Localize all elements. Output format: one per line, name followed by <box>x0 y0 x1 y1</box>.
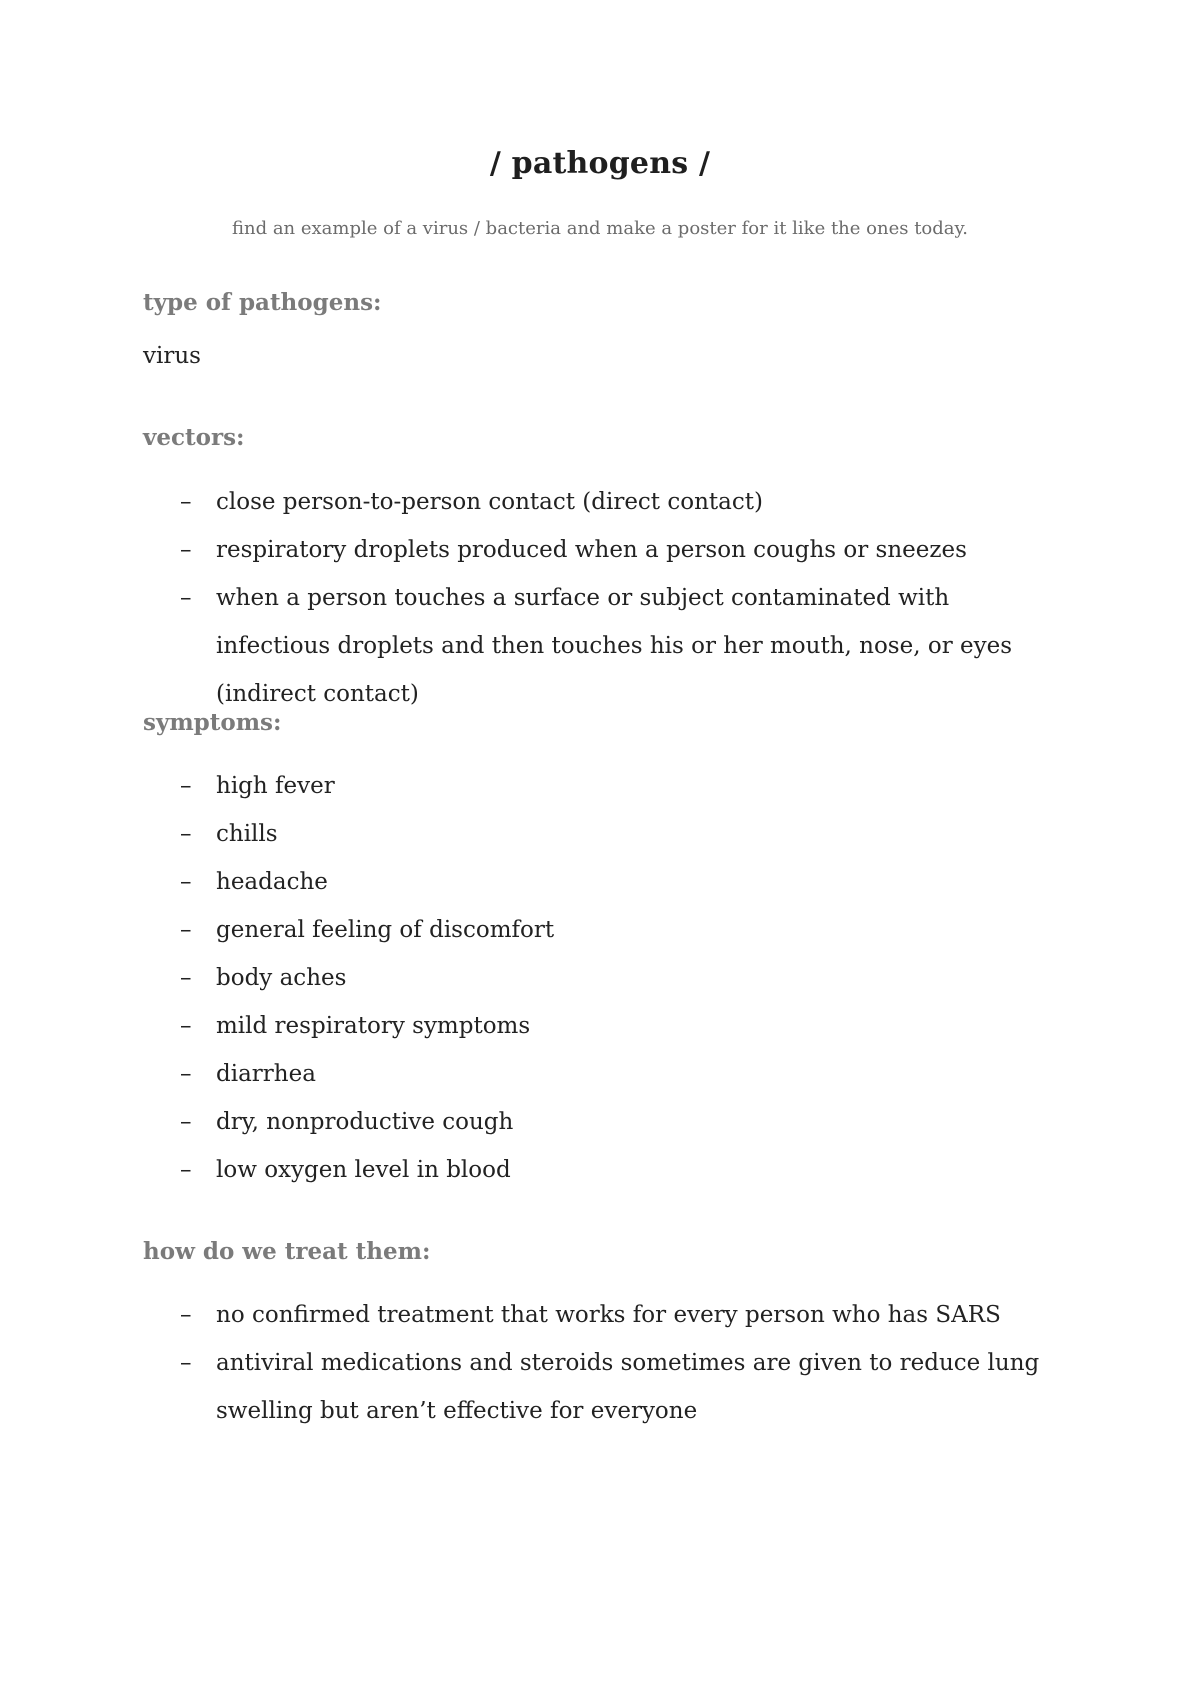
section-heading-type: type of pathogens: <box>143 289 382 316</box>
dash-bullet: – <box>180 1350 192 1376</box>
document-title: / pathogens / <box>489 146 711 181</box>
list-item <box>180 1291 1060 1339</box>
list-item-text: high fever <box>216 773 335 799</box>
section-heading-vectors: vectors: <box>143 424 245 451</box>
list-item-text: when a person touches a surface or subject contaminated with infectious droplets and then touches his or her mouth, nose, or eyes (indirect contact) <box>216 585 1013 707</box>
list-item-text: close person-to-person contact (direct contact) <box>216 489 763 515</box>
list-item-text: diarrhea <box>216 1061 316 1087</box>
list-item <box>180 906 1060 954</box>
list-item <box>180 1050 1060 1098</box>
vectors-list <box>180 478 1060 718</box>
dash-bullet: – <box>180 1157 192 1183</box>
list-item <box>180 1146 1060 1194</box>
list-item <box>180 526 1060 574</box>
list-item-text: body aches <box>216 965 347 991</box>
symptoms-list <box>180 762 1060 1194</box>
list-item-text: headache <box>216 869 328 895</box>
dash-bullet: – <box>180 869 192 895</box>
list-item-text: antiviral medications and steroids sometimes are given to reduce lung swelling but aren’t effective for everyone <box>216 1350 1040 1424</box>
list-item-text: no confirmed treatment that works for every person who has SARS <box>216 1302 1001 1328</box>
list-item-text: respiratory droplets produced when a person coughs or sneezes <box>216 537 967 563</box>
list-item <box>180 762 1060 810</box>
list-item <box>180 574 1060 718</box>
dash-bullet: – <box>180 537 192 563</box>
list-item <box>180 954 1060 1002</box>
dash-bullet: – <box>180 1061 192 1087</box>
dash-bullet: – <box>180 1109 192 1135</box>
list-item-text: dry, nonproductive cough <box>216 1109 514 1135</box>
pathogen-type-value: virus <box>143 343 201 369</box>
list-item-text: chills <box>216 821 278 847</box>
dash-bullet: – <box>180 773 192 799</box>
list-item <box>180 810 1060 858</box>
section-heading-symptoms: symptoms: <box>143 709 282 736</box>
list-item-text: general feeling of discomfort <box>216 917 555 943</box>
dash-bullet: – <box>180 1302 192 1328</box>
list-item <box>180 858 1060 906</box>
list-item <box>180 478 1060 526</box>
list-item-text: mild respiratory symptoms <box>216 1013 531 1039</box>
dash-bullet: – <box>180 821 192 847</box>
dash-bullet: – <box>180 1013 192 1039</box>
treatment-list <box>180 1291 1060 1435</box>
section-heading-treatment: how do we treat them: <box>143 1238 431 1265</box>
dash-bullet: – <box>180 965 192 991</box>
list-item <box>180 1339 1060 1435</box>
list-item <box>180 1002 1060 1050</box>
list-item <box>180 1098 1060 1146</box>
document-subtitle: find an example of a virus / bacteria and make a poster for it like the ones today. <box>231 218 969 239</box>
dash-bullet: – <box>180 585 192 611</box>
dash-bullet: – <box>180 489 192 515</box>
dash-bullet: – <box>180 917 192 943</box>
list-item-text: low oxygen level in blood <box>216 1157 511 1183</box>
